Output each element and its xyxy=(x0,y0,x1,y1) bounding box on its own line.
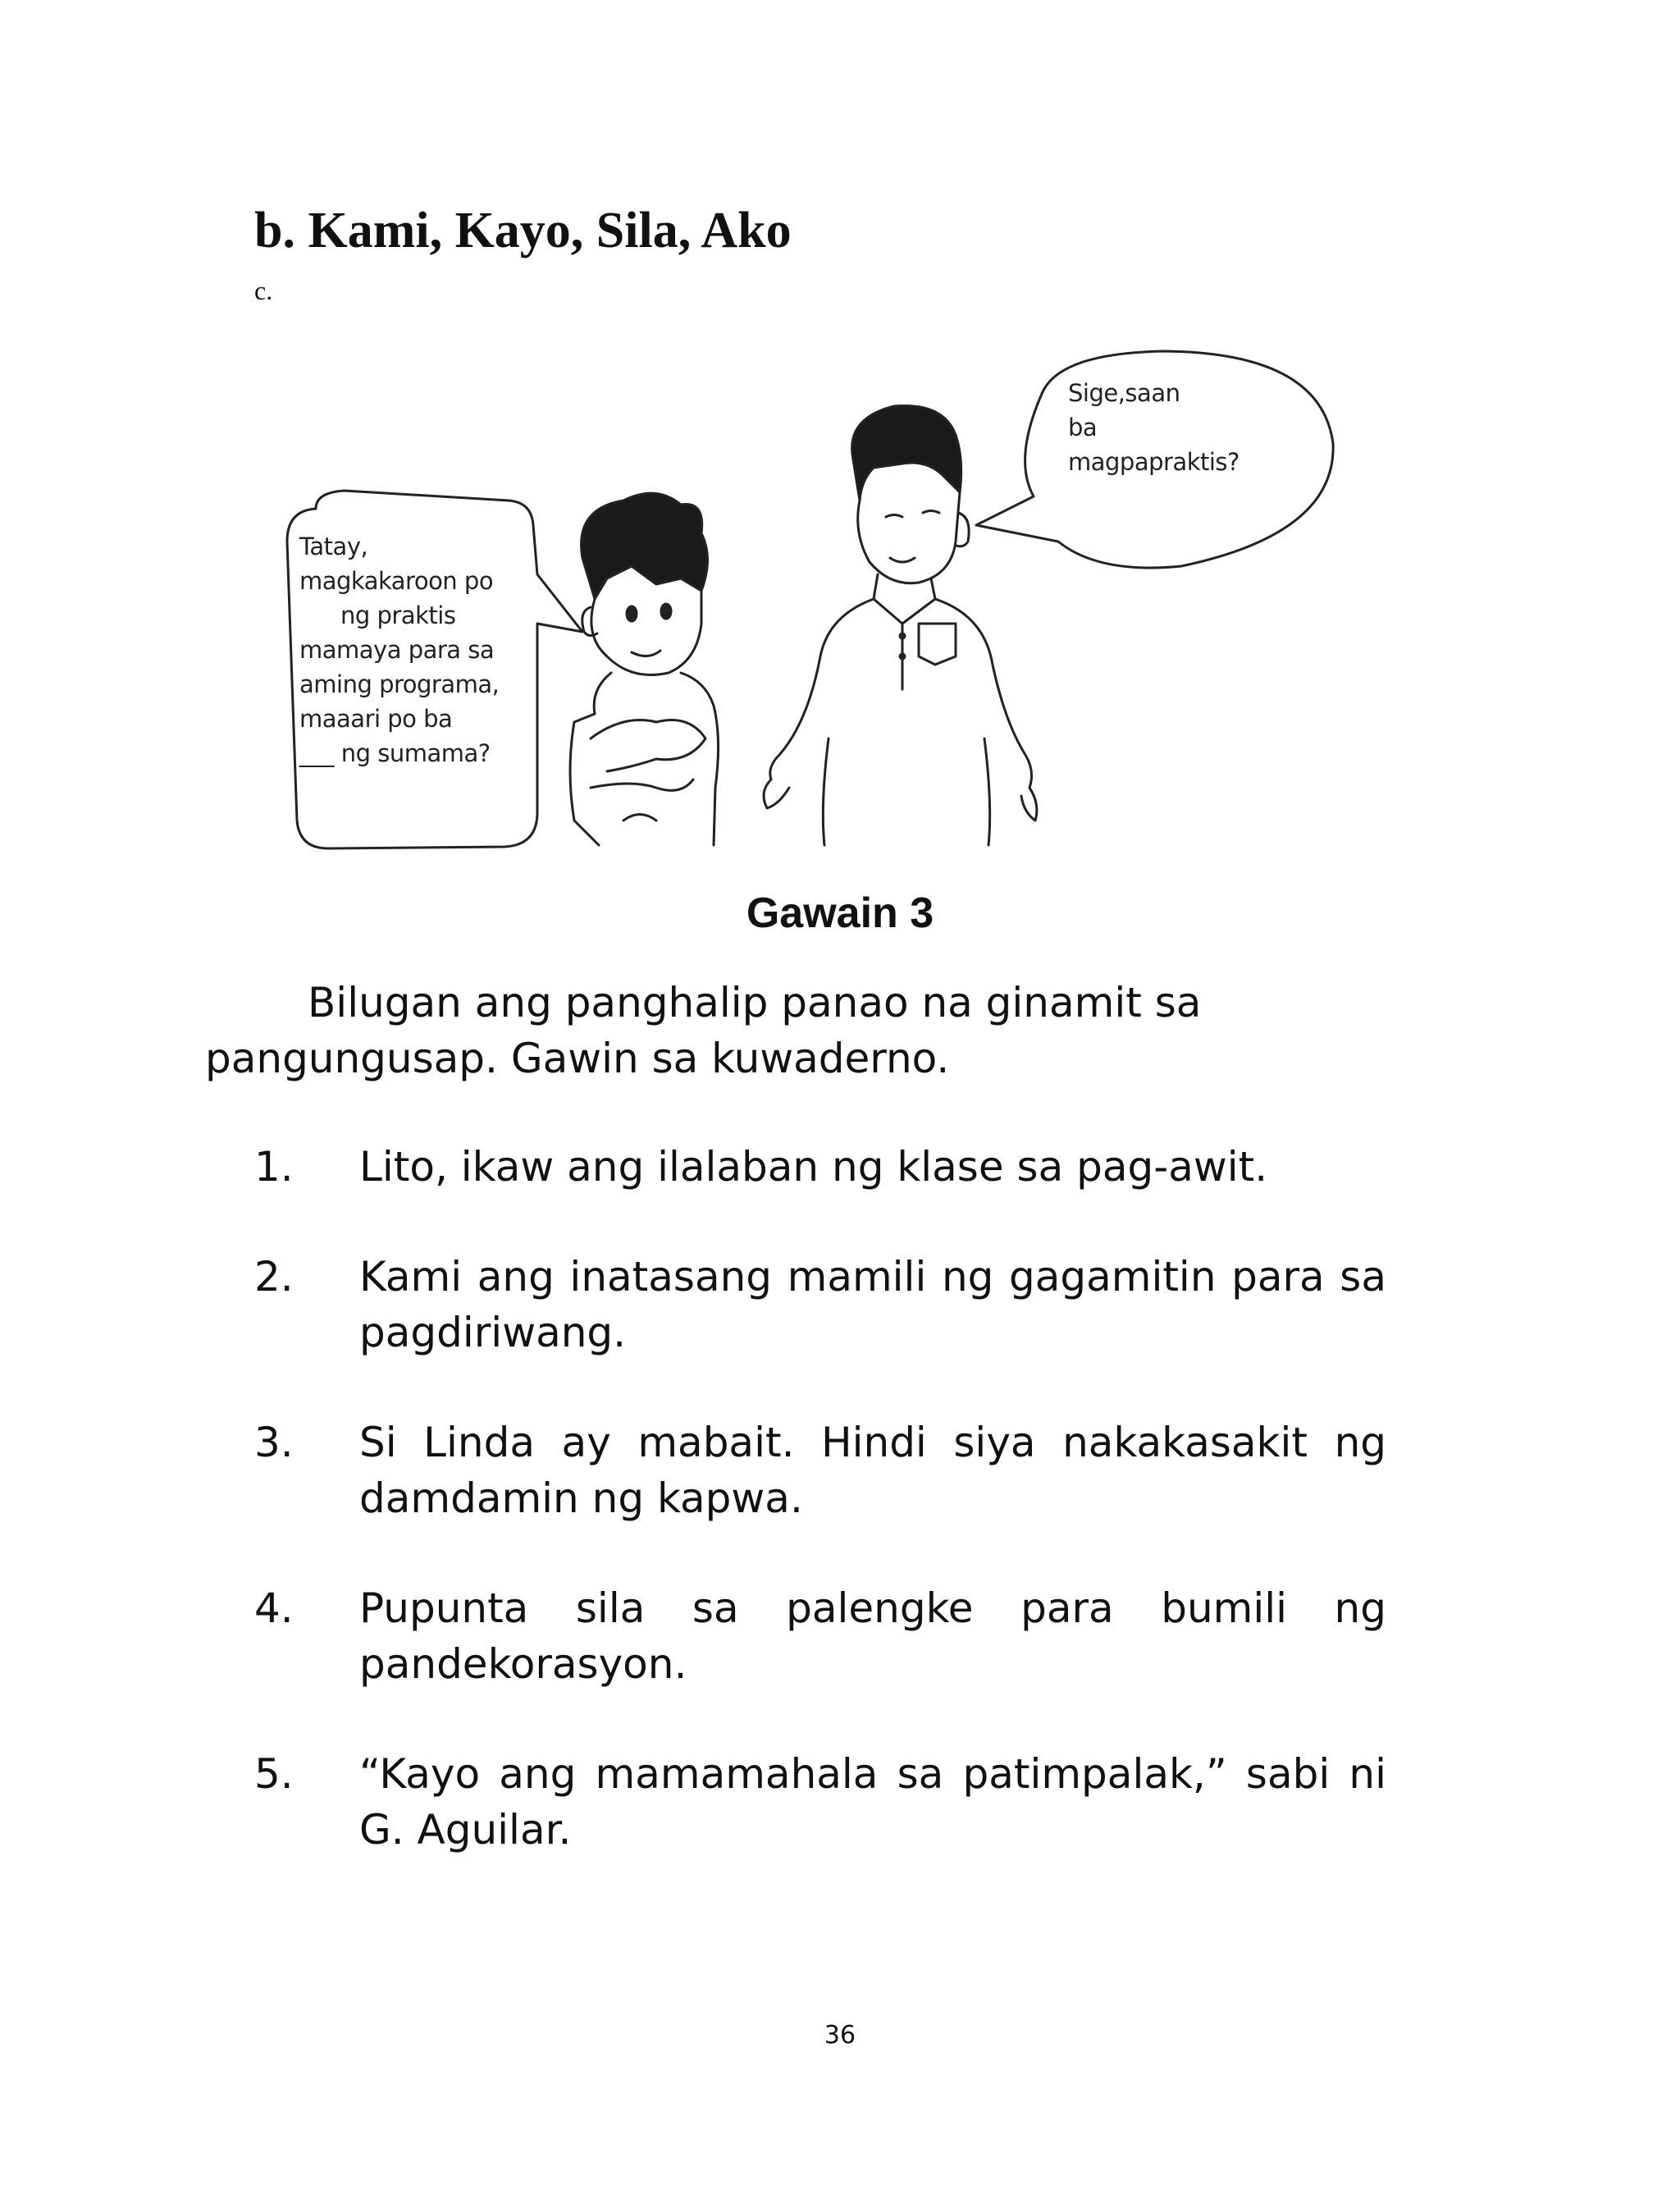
left-bubble-line: ___ ng sumama? xyxy=(299,739,491,767)
item-text: “Kayo ang mamamahala sa patimpalak,” sabi ni G. Aguilar. xyxy=(359,1750,1386,1854)
item-text: Si Linda ay mabait. Hindi siya nakakasakit ng damdamin ng kapwa. xyxy=(359,1419,1386,1522)
item-number: 3. xyxy=(254,1419,294,1466)
instructions-paragraph: Bilugan ang panghalip panao na ginamit sa pangungusap. Gawin sa kuwaderno. xyxy=(205,979,1202,1082)
item-text: Kami ang inatasang mamili ng gagamitin para sa pagdiriwang. xyxy=(359,1253,1386,1356)
list-item xyxy=(254,1580,1386,1692)
item-text: Lito, ikaw ang ilalaban ng klase sa pag-awit. xyxy=(359,1143,1268,1191)
father-figure xyxy=(764,405,1037,845)
exercise-heading: b. Kami, Kayo, Sila, Ako xyxy=(254,203,792,258)
left-bubble-line: magkakaroon po xyxy=(299,567,494,595)
list-item xyxy=(254,1746,1386,1858)
exercise-list xyxy=(254,1139,1386,1912)
list-item xyxy=(254,1249,1386,1360)
left-bubble-line: aming programa, xyxy=(299,670,500,698)
sub-label: c. xyxy=(254,276,273,305)
left-bubble-line: ng praktis xyxy=(340,601,456,629)
right-bubble-line: magpapraktis? xyxy=(1068,448,1239,476)
left-bubble-line: Tatay, xyxy=(299,533,368,560)
page-number: 36 xyxy=(824,2021,856,2050)
item-text: Pupunta sila sa palengke para bumili ng pandekorasyon. xyxy=(359,1584,1386,1688)
list-item xyxy=(254,1139,1386,1195)
item-number: 4. xyxy=(254,1584,294,1632)
section-title: Gawain 3 xyxy=(746,889,934,937)
right-bubble-line: Sige,saan xyxy=(1068,379,1180,407)
boy-figure xyxy=(570,493,719,845)
left-bubble-text xyxy=(299,529,513,770)
left-bubble-line: maaari po ba xyxy=(299,705,453,733)
item-number: 1. xyxy=(254,1143,294,1191)
item-number: 2. xyxy=(254,1253,294,1301)
right-bubble-text xyxy=(1068,376,1314,479)
item-number: 5. xyxy=(254,1750,294,1798)
list-item xyxy=(254,1415,1386,1526)
left-bubble-line: mamaya para sa xyxy=(299,636,495,664)
right-bubble-line: ba xyxy=(1068,414,1098,441)
